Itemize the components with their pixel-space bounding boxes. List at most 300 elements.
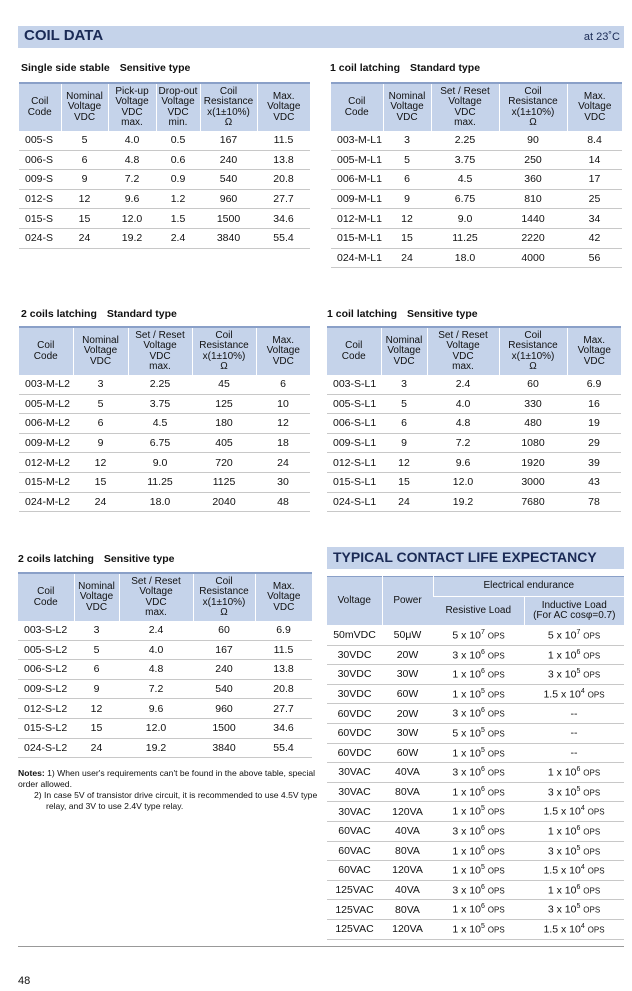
table-cell: 005-S-L2 bbox=[18, 640, 74, 660]
table-cell: 125VAC bbox=[327, 900, 382, 920]
header-line: Code bbox=[33, 350, 58, 362]
table-row bbox=[19, 189, 310, 209]
table-cell: 810 bbox=[499, 189, 567, 209]
table-cell: 48 bbox=[256, 492, 310, 512]
column-header bbox=[156, 83, 200, 131]
header-line: VDC bbox=[149, 350, 171, 362]
notes bbox=[18, 768, 323, 812]
table-row bbox=[327, 626, 624, 646]
table-cell: 9 bbox=[383, 189, 431, 209]
table-row bbox=[327, 414, 621, 434]
life-mantissa: 1 x 10 bbox=[547, 766, 577, 779]
table-cell: 006-M-L2 bbox=[19, 414, 73, 434]
ops-unit: OPS bbox=[583, 905, 601, 915]
table-cell: 9.0 bbox=[128, 453, 192, 473]
table-row bbox=[18, 738, 312, 758]
subtitle-two-coils-sensitive bbox=[18, 553, 174, 565]
life-cell bbox=[433, 900, 524, 920]
life-exponent: 6 bbox=[576, 824, 581, 832]
life-exponent: 7 bbox=[480, 629, 485, 637]
ops-unit: OPS bbox=[487, 905, 505, 915]
header-line: Coil bbox=[37, 340, 55, 351]
table-cell: 60VAC bbox=[327, 821, 382, 841]
table-row bbox=[327, 723, 624, 743]
two-coils-sensitive-table bbox=[18, 572, 312, 758]
table-cell: 5 bbox=[61, 131, 108, 150]
header-line: max. bbox=[145, 607, 167, 618]
table-cell: 55.4 bbox=[257, 228, 310, 248]
contact-life-banner bbox=[327, 547, 624, 569]
column-header bbox=[74, 573, 119, 621]
header-line: max. bbox=[121, 117, 143, 128]
table-cell: 40VA bbox=[382, 763, 433, 783]
life-exponent: 5 bbox=[576, 903, 581, 911]
header-line: Code bbox=[341, 350, 366, 362]
table-cell: 6 bbox=[61, 150, 108, 170]
ops-unit: OPS bbox=[583, 847, 601, 857]
table-cell: 3840 bbox=[193, 738, 255, 758]
table-cell: 5 bbox=[74, 640, 119, 660]
life-cell bbox=[433, 645, 524, 665]
header-line: x(1±10%) bbox=[202, 596, 246, 608]
ops-unit: OPS bbox=[487, 749, 505, 759]
table-row bbox=[327, 684, 624, 704]
life-mantissa: 1 x 10 bbox=[452, 903, 481, 916]
table-row bbox=[19, 131, 310, 150]
table-row bbox=[327, 743, 624, 763]
table-cell: 6 bbox=[74, 660, 119, 680]
table-cell: 12.0 bbox=[119, 718, 193, 738]
life-cell bbox=[524, 821, 624, 841]
table-cell: 12 bbox=[381, 453, 427, 473]
table-cell: 18 bbox=[256, 433, 310, 453]
table-cell: 60VDC bbox=[327, 723, 382, 743]
header-line: Resistance bbox=[199, 586, 249, 597]
table-cell: 2.25 bbox=[431, 131, 499, 150]
header-line: Nominal bbox=[388, 90, 426, 102]
subtitle-main: 1 coil latching bbox=[327, 308, 398, 320]
table-cell: 480 bbox=[499, 414, 567, 434]
table-cell: 11.25 bbox=[128, 472, 192, 492]
section-title: COIL DATA bbox=[24, 27, 104, 44]
life-cell bbox=[433, 802, 524, 822]
subtitle-two-coils-standard bbox=[21, 308, 177, 320]
table-cell: 6 bbox=[383, 170, 431, 190]
life-mantissa: 1.5 x 10 bbox=[543, 805, 581, 818]
life-cell bbox=[524, 880, 624, 900]
table-cell: 3 bbox=[383, 131, 431, 150]
ops-unit: OPS bbox=[583, 670, 601, 680]
table-cell: 6 bbox=[256, 375, 310, 394]
table-cell: 90 bbox=[499, 131, 567, 150]
table-cell: 20.8 bbox=[257, 170, 310, 190]
table-cell: 0.9 bbox=[156, 170, 200, 190]
table-cell: 11.5 bbox=[257, 131, 310, 150]
table-cell: 405 bbox=[192, 433, 256, 453]
life-exponent: 5 bbox=[576, 844, 581, 852]
header-line: Nominal bbox=[385, 334, 423, 346]
table-cell: 250 bbox=[499, 150, 567, 170]
header-line: Coil bbox=[524, 329, 542, 341]
table-cell: 6.9 bbox=[567, 375, 621, 394]
table-row bbox=[19, 414, 310, 434]
table-cell: 15 bbox=[381, 472, 427, 492]
header-line: Max. bbox=[272, 580, 295, 592]
header-line: Voltage bbox=[387, 345, 421, 357]
table-row bbox=[327, 861, 624, 881]
table-cell: 024-S-L1 bbox=[327, 492, 381, 512]
table-cell: 005-S-L1 bbox=[327, 394, 381, 414]
life-mantissa: 1.5 x 10 bbox=[543, 923, 581, 936]
header-line: Voltage bbox=[267, 591, 301, 603]
table-cell: 56 bbox=[567, 248, 622, 268]
header-line: VDC bbox=[273, 601, 295, 613]
table-row bbox=[327, 453, 621, 473]
table-cell: 13.8 bbox=[257, 150, 310, 170]
header-line: Voltage bbox=[143, 340, 177, 351]
header-line: Code bbox=[27, 106, 52, 118]
ops-unit: OPS bbox=[583, 788, 601, 798]
table-cell: 167 bbox=[193, 640, 255, 660]
life-exponent: 6 bbox=[480, 844, 485, 852]
one-coil-standard-table bbox=[331, 82, 622, 268]
table-cell: 005-M-L1 bbox=[331, 150, 383, 170]
table-cell: 240 bbox=[200, 150, 257, 170]
header-resistive-load: Resistive Load bbox=[433, 597, 524, 626]
header-line: VDC bbox=[396, 111, 418, 123]
table-cell: 3000 bbox=[499, 472, 567, 492]
column-header bbox=[19, 327, 73, 375]
header-line: Ω bbox=[529, 361, 537, 372]
table-cell: 43 bbox=[567, 472, 621, 492]
subtitle-type: Sensitive type bbox=[103, 553, 175, 565]
column-header bbox=[192, 327, 256, 375]
life-mantissa: 1 x 10 bbox=[452, 845, 481, 858]
table-cell: 50μW bbox=[382, 626, 433, 646]
table-cell: 960 bbox=[193, 699, 255, 719]
table-cell: 24 bbox=[256, 453, 310, 473]
header-line: Resistance bbox=[508, 96, 558, 107]
life-cell bbox=[524, 900, 624, 920]
life-cell bbox=[433, 861, 524, 881]
header-line: Coil bbox=[219, 85, 238, 97]
life-cell bbox=[524, 919, 624, 939]
header-line: Set / Reset bbox=[438, 329, 488, 341]
table-cell: 14 bbox=[567, 150, 622, 170]
header-line: Coil bbox=[345, 340, 363, 351]
table-cell: 5 bbox=[73, 394, 128, 414]
table-row bbox=[19, 433, 310, 453]
note-2-text: 2) In case 5V of transistor drive circuit, it is recommended to use 4.5V type relay, and 3V to use 2.4V type relay. bbox=[34, 790, 318, 811]
table-cell: 30VAC bbox=[327, 802, 382, 822]
header-line: Nominal bbox=[78, 580, 115, 592]
inductive-label: Inductive Load bbox=[541, 599, 607, 611]
ops-unit: OPS bbox=[487, 729, 505, 739]
column-header bbox=[128, 327, 192, 375]
life-exponent: 4 bbox=[580, 864, 585, 872]
table-cell: 60W bbox=[382, 743, 433, 763]
subtitle-one-coil-sensitive bbox=[327, 308, 478, 320]
table-row bbox=[19, 472, 310, 492]
ops-unit: OPS bbox=[487, 651, 505, 661]
column-header bbox=[331, 83, 383, 131]
header-line: Max. bbox=[272, 90, 295, 102]
life-mantissa: 3 x 10 bbox=[547, 903, 577, 916]
life-cell bbox=[524, 645, 624, 665]
header-line: max. bbox=[452, 361, 474, 372]
header-line: Voltage bbox=[115, 96, 149, 107]
table-cell: 012-S-L2 bbox=[18, 699, 74, 719]
table-cell: 3 bbox=[73, 375, 128, 394]
life-cell bbox=[524, 665, 624, 685]
table-row bbox=[18, 718, 312, 738]
header-line: VDC bbox=[452, 350, 474, 362]
life-mantissa: 1 x 10 bbox=[452, 668, 481, 681]
table-cell: 5 bbox=[381, 394, 427, 414]
header-line: Ω bbox=[529, 117, 537, 128]
header-line: Voltage bbox=[83, 345, 118, 357]
life-mantissa: 5 x 10 bbox=[452, 629, 481, 642]
header-line: Voltage bbox=[390, 101, 424, 113]
table-cell: 17 bbox=[567, 170, 622, 190]
table-cell: 60VDC bbox=[327, 743, 382, 763]
life-exponent: 6 bbox=[576, 766, 581, 774]
header-line: Nominal bbox=[66, 90, 103, 102]
column-header bbox=[256, 327, 310, 375]
table-cell: 012-S-L1 bbox=[327, 453, 381, 473]
header-line: Set / Reset bbox=[440, 85, 490, 97]
ops-unit: OPS bbox=[487, 768, 505, 778]
table-cell: 20W bbox=[382, 704, 433, 724]
table-cell: 540 bbox=[200, 170, 257, 190]
table-row bbox=[19, 170, 310, 190]
life-mantissa: 3 x 10 bbox=[547, 845, 577, 858]
header-line: VDC bbox=[167, 106, 189, 118]
table-cell: 80VA bbox=[382, 841, 433, 861]
single-side-stable-table bbox=[19, 82, 310, 249]
table-row bbox=[19, 394, 310, 414]
table-cell: 006-S-L1 bbox=[327, 414, 381, 434]
table-cell: 60VAC bbox=[327, 861, 382, 881]
table-row bbox=[19, 228, 310, 248]
table-cell: 60VDC bbox=[327, 704, 382, 724]
ops-unit: OPS bbox=[583, 651, 601, 661]
table-cell: 19.2 bbox=[427, 492, 499, 512]
life-cell bbox=[433, 704, 524, 724]
table-cell: 6.9 bbox=[255, 621, 312, 640]
ops-unit: OPS bbox=[583, 768, 601, 778]
table-cell: 15 bbox=[74, 718, 119, 738]
table-cell: 16 bbox=[567, 394, 621, 414]
life-mantissa: 1 x 10 bbox=[452, 805, 481, 818]
table-cell: 7.2 bbox=[108, 170, 156, 190]
life-mantissa: 5 x 10 bbox=[547, 629, 577, 642]
life-mantissa: 1.5 x 10 bbox=[543, 864, 581, 877]
table-cell: 30VAC bbox=[327, 763, 382, 783]
header-line: Coil bbox=[215, 575, 233, 587]
header-line: Voltage bbox=[577, 345, 611, 357]
life-mantissa: 3 x 10 bbox=[452, 766, 481, 779]
table-cell: 30W bbox=[382, 665, 433, 685]
table-cell: 2.4 bbox=[427, 375, 499, 394]
table-cell: 330 bbox=[499, 394, 567, 414]
header-line: VDC bbox=[73, 111, 96, 123]
table-cell: 360 bbox=[499, 170, 567, 190]
header-line: VDC bbox=[393, 355, 415, 367]
table-row bbox=[327, 492, 621, 512]
header-line: VDC bbox=[89, 355, 112, 367]
table-cell: 005-M-L2 bbox=[19, 394, 73, 414]
table-cell: 18.0 bbox=[128, 492, 192, 512]
life-cell bbox=[524, 782, 624, 802]
subtitle-main: Single side stable bbox=[21, 62, 110, 74]
coil-data-banner bbox=[18, 26, 624, 48]
table-cell: 0.6 bbox=[156, 150, 200, 170]
header-line: min. bbox=[168, 117, 188, 128]
table-cell: 4.8 bbox=[108, 150, 156, 170]
life-mantissa: -- bbox=[570, 727, 578, 740]
table-cell: 003-M-L1 bbox=[331, 131, 383, 150]
life-exponent: 6 bbox=[480, 903, 485, 911]
table-cell: 15 bbox=[73, 472, 128, 492]
life-exponent: 5 bbox=[576, 785, 581, 793]
life-exponent: 5 bbox=[480, 805, 485, 813]
table-cell: 4.0 bbox=[119, 640, 193, 660]
table-cell: 6 bbox=[73, 414, 128, 434]
table-row bbox=[331, 131, 622, 150]
table-row bbox=[331, 209, 622, 229]
table-cell: 30VDC bbox=[327, 665, 382, 685]
life-mantissa: 3 x 10 bbox=[547, 668, 577, 681]
column-header bbox=[381, 327, 427, 375]
table-cell: 009-M-L1 bbox=[331, 189, 383, 209]
table-cell: 20W bbox=[382, 645, 433, 665]
table-row bbox=[18, 699, 312, 719]
table-row bbox=[327, 394, 621, 414]
note-2 bbox=[18, 790, 323, 812]
table-cell: 30VAC bbox=[327, 782, 382, 802]
table-cell: 120VA bbox=[382, 861, 433, 881]
life-cell bbox=[433, 919, 524, 939]
table-row bbox=[327, 472, 621, 492]
life-cell bbox=[524, 861, 624, 881]
column-header bbox=[327, 327, 381, 375]
table-cell: 4.0 bbox=[427, 394, 499, 414]
life-mantissa: 3 x 10 bbox=[452, 649, 481, 662]
table-row bbox=[327, 782, 624, 802]
table-cell: 13.8 bbox=[255, 660, 312, 680]
table-cell: 60VAC bbox=[327, 841, 382, 861]
footer-rule bbox=[18, 946, 624, 947]
ops-unit: OPS bbox=[587, 807, 605, 817]
header-line: x(1±10%) bbox=[511, 350, 555, 362]
table-cell: 55.4 bbox=[255, 738, 312, 758]
table-cell: 3 bbox=[381, 375, 427, 394]
one-coil-sensitive-table bbox=[327, 326, 621, 512]
life-exponent: 5 bbox=[480, 922, 485, 930]
table-cell: 42 bbox=[567, 228, 622, 248]
table-row bbox=[327, 880, 624, 900]
life-cell bbox=[524, 763, 624, 783]
header-line: VDC bbox=[85, 601, 108, 613]
life-cell bbox=[433, 841, 524, 861]
ops-unit: OPS bbox=[583, 886, 601, 896]
table-cell: 9.0 bbox=[431, 209, 499, 229]
table-cell: 9.6 bbox=[108, 189, 156, 209]
note-1 bbox=[18, 768, 323, 790]
table-cell: 80VA bbox=[382, 782, 433, 802]
table-cell: 24 bbox=[381, 492, 427, 512]
table-cell: 003-M-L2 bbox=[19, 375, 73, 394]
table-row bbox=[18, 679, 312, 699]
ops-unit: OPS bbox=[587, 690, 605, 700]
table-cell: 4.0 bbox=[108, 131, 156, 150]
table-cell: 12 bbox=[74, 699, 119, 719]
table-cell: 120VA bbox=[382, 802, 433, 822]
table-cell: 012-M-L1 bbox=[331, 209, 383, 229]
table-row bbox=[327, 763, 624, 783]
column-header bbox=[499, 327, 567, 375]
subtitle-type: Sensitive type bbox=[119, 62, 191, 74]
table-cell: 720 bbox=[192, 453, 256, 473]
header-line: Voltage bbox=[67, 101, 102, 113]
table-cell: 19.2 bbox=[119, 738, 193, 758]
life-exponent: 6 bbox=[576, 883, 581, 891]
life-exponent: 6 bbox=[480, 883, 485, 891]
header-line: Nominal bbox=[82, 334, 119, 346]
life-mantissa: 3 x 10 bbox=[452, 884, 481, 897]
header-line: Code bbox=[33, 596, 58, 608]
life-cell bbox=[524, 704, 624, 724]
life-cell bbox=[433, 880, 524, 900]
column-header bbox=[119, 573, 193, 621]
table-cell: 012-S bbox=[19, 189, 61, 209]
header-line: Code bbox=[344, 106, 369, 118]
column-header bbox=[567, 83, 622, 131]
table-row bbox=[327, 900, 624, 920]
table-row bbox=[19, 453, 310, 473]
table-cell: 30W bbox=[382, 723, 433, 743]
life-cell bbox=[433, 723, 524, 743]
header-line: Voltage bbox=[578, 101, 612, 113]
life-exponent: 5 bbox=[480, 687, 485, 695]
life-exponent: 6 bbox=[480, 824, 485, 832]
table-cell: 012-M-L2 bbox=[19, 453, 73, 473]
header-line: VDC bbox=[273, 111, 295, 123]
table-cell: 015-S-L1 bbox=[327, 472, 381, 492]
table-cell: 960 bbox=[200, 189, 257, 209]
table-cell: 7.2 bbox=[119, 679, 193, 699]
header-line: Coil bbox=[37, 586, 55, 597]
ops-unit: OPS bbox=[487, 886, 505, 896]
column-header bbox=[257, 83, 310, 131]
life-exponent: 5 bbox=[576, 668, 581, 676]
header-line: Voltage bbox=[446, 340, 480, 351]
notes-label: Notes: bbox=[18, 768, 45, 778]
table-cell: 7.2 bbox=[427, 433, 499, 453]
table-cell: 1500 bbox=[200, 209, 257, 229]
header-line: VDC bbox=[145, 596, 167, 608]
header-line: Resistance bbox=[203, 96, 254, 107]
table-row bbox=[327, 665, 624, 685]
ops-unit: OPS bbox=[583, 631, 601, 641]
life-cell bbox=[524, 802, 624, 822]
life-cell bbox=[433, 782, 524, 802]
header-line: VDC bbox=[584, 111, 606, 123]
column-header bbox=[18, 573, 74, 621]
table-cell: 24 bbox=[61, 228, 108, 248]
ops-unit: OPS bbox=[487, 807, 505, 817]
